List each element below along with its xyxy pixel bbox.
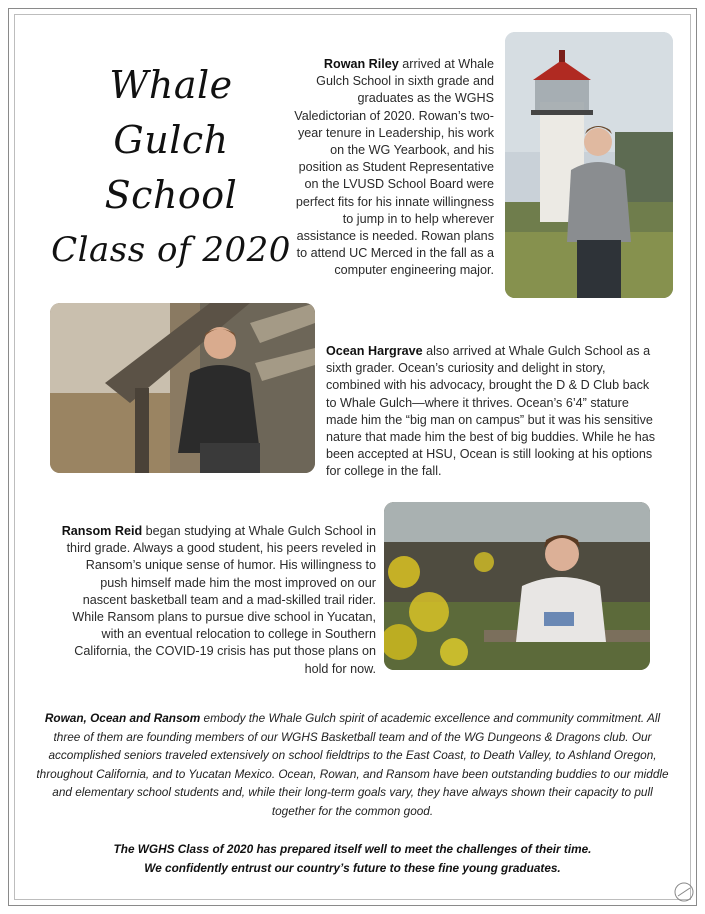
final-statement	[34, 840, 671, 877]
ransom-photo	[384, 502, 650, 670]
ransom-text: began studying at Whale Gulch School in third grade. Always a good student, his peers reveled in Ransom’s unique sense of humor. His willingness to push himself made him the most improved on our nascent basketball team and a mad-skilled trail rider. While Ransom plans to pursue dive school in Yucatan, with an eventual relocation to college in Southern California, the COVID-19 crisis has put those plans on hold for now.	[66, 524, 376, 676]
ocean-photo	[50, 303, 315, 473]
closing-names: Rowan, Ocean and Ransom	[44, 711, 201, 725]
rowan-text: arrived at Whale Gulch School in sixth grade and graduates as the WGHS Valedictorian of 2020. Rowan’s two-year tenure in Leadership, his work on the WG Yearbook, and his position as Student Representative on the LVUSD School Board were perfect fits for his innate willingness to jump in to help wherever assistance is needed. Rowan plans to attend UC Merced in the fall as a computer engineering major.	[294, 57, 494, 278]
title-line-2: Gulch	[113, 118, 229, 162]
rowan-bio	[292, 56, 494, 280]
ransom-name: Ransom Reid	[61, 524, 143, 538]
ocean-bio	[326, 343, 660, 481]
ocean-name: Ocean Hargrave	[326, 344, 423, 358]
title-line-3: School	[104, 173, 238, 217]
closing-text: embody the Whale Gulch spirit of academic excellence and community commitment. All three of them are founding members of our WGHS Basketball team and of the WG Dungeons & Dragons club. Our accomplished seniors traveled extensively on school fieldtrips to the East Coast, to Death Valley, to Ashland Oregon, throughout California, and to Yucatan Mexico. Ocean, Rowan, and Ransom have been outstanding buddies to our middle and elementary school students and, while their long-term goals vary, they have always shown their capacity to pull together for the common good.	[36, 711, 669, 818]
rowan-name: Rowan Riley	[323, 57, 399, 71]
final-line-1: The WGHS Class of 2020 has prepared itself well to meet the challenges of their time.	[113, 842, 592, 856]
title-line-4: Class of 2020	[51, 230, 291, 270]
final-line-2: We confidently entrust our country’s future to these fine young graduates.	[144, 860, 561, 875]
ocean-text: also arrived at Whale Gulch School as a sixth grader. Ocean’s curiosity and delight in story, combined with his advocacy, brought the D & D Club back to Whale Gulch—where it thrives. Ocean’s 6’4” stature made him the “big man on campus” but it was his sensitive nature that made him the best of big buddies. While he has been accepted at HSU, Ocean is still looking at his options for college in the fall.	[326, 344, 656, 479]
page-curl-icon	[672, 880, 696, 904]
rowan-photo	[505, 32, 673, 298]
ransom-bio	[60, 523, 376, 678]
title-line-1: Whale	[109, 63, 233, 107]
page-title	[40, 58, 302, 278]
closing-paragraph	[34, 709, 671, 821]
